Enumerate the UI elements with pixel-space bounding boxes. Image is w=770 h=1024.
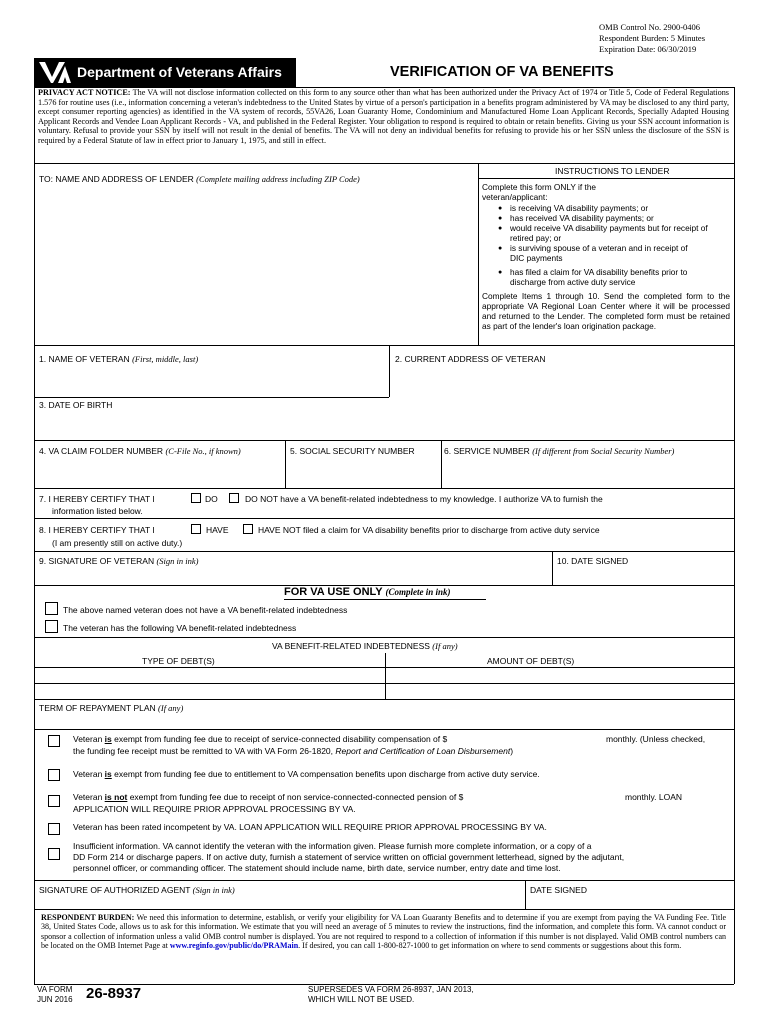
exempt-discharge-checkbox[interactable] [48,769,60,781]
item4-top [34,440,734,441]
exempt-compensation-right: monthly. (Unless checked, [606,734,706,744]
veteran-address-field[interactable] [391,366,731,436]
item4-item5-divider [285,440,286,488]
department-name: Department of Veterans Affairs [77,64,282,80]
instruction-bullet-5: ● has filed a claim for VA disability benefits prior to discharge from active duty service [510,268,725,288]
claim-folder-field[interactable] [36,468,282,486]
item9-item10-divider [552,551,553,585]
debt-table-top [34,637,734,638]
veteran-name-field[interactable] [36,366,386,395]
item5-item6-divider [441,440,442,488]
service-number-field[interactable] [444,468,731,486]
privacy-act-label: PRIVACY ACT NOTICE: [38,88,131,97]
omb-respondent-burden: Respondent Burden: 5 Minutes [599,33,706,43]
va-seal-logo [38,60,72,85]
veteran-address-label: 2. CURRENT ADDRESS OF VETERAN [395,354,546,364]
debt-amount-header: AMOUNT OF DEBT(S) [487,656,575,666]
no-indebtedness-label: The above named veteran does not have a VA benefit-related indebtedness [63,605,348,615]
item1-item2-divider [389,345,390,397]
not-exempt-pension-right: monthly. LOAN [625,792,683,802]
date-signed-field[interactable] [554,568,732,584]
instructions-closing: Complete Items 1 through 10. Send the completed form to the appropriate VA Regional Loan Center where it will be processed and returned to the Lender. The completed form must be retained as part of the lender's loan origination package. [482,291,730,331]
lender-address-label: TO: NAME AND ADDRESS OF LENDER (Complete mailing address including ZIP Code) [39,174,360,184]
footer-va-form: VA FORM JUN 2016 [37,985,73,1004]
lender-address-field[interactable] [36,186,476,342]
certify-debt-label: 7. I HEREBY CERTIFY THAT I [39,494,155,504]
service-number-label: 6. SERVICE NUMBER (If different from Social Security Number) [444,446,675,456]
veteran-signature-field[interactable] [36,568,550,584]
veteran-signature-label: 9. SIGNATURE OF VETERAN (Sign in ink) [39,556,199,566]
respondent-burden-label: RESPONDENT BURDEN: [41,913,135,922]
date-of-birth-field[interactable] [36,412,386,438]
claim-folder-label: 4. VA CLAIM FOLDER NUMBER (C-File No., if known) [39,446,241,456]
no-indebtedness-checkbox[interactable] [45,602,58,615]
omb-control-number: OMB Control No. 2900-0406 [599,22,701,32]
insufficient-info-checkbox[interactable] [48,848,60,860]
do-checkbox[interactable] [191,493,201,503]
item8-top [34,518,734,519]
instructions-divider [478,163,479,345]
agent-divider [525,880,526,909]
have-option-label: HAVE [206,525,229,535]
debt-table-col-divider [385,653,386,700]
agent-date-label: DATE SIGNED [530,885,587,895]
agent-top [34,880,734,881]
ssn-field[interactable] [288,462,438,486]
respondent-burden: RESPONDENT BURDEN: We need this information to determine, establish, or verify your eligibility for VA Loan Guaranty Benefits and to determine if you are exempt from paying the VA Funding Fee. Title 38, United States Code, allows us to ask for this information. We estimate that you will need an average of 5 minutes to review the instructions, find the information, and complete this form. VA cannot conduct or sponsor a collection of information unless a valid OMB control number is displayed. You are not required to respond to a collection of information if this number is not displayed. Valid OMB control numbers can be located on the OMB Internet Page at www.reginfo.gov/public/do/PRAMain. If desired, you can call 1-800-827-1000 to get information on where to send comments or suggestions about this form. [41,913,727,951]
exempt-compensation-text: Veteran is exempt from funding fee due to receipt of service-connected disability compensation of $ [73,734,448,744]
item3-top [34,397,389,398]
date-of-birth-label: 3. DATE OF BIRTH [39,400,113,410]
not-exempt-pension-line2: APPLICATION WILL REQUIRE PRIOR APPROVAL PROCESSING BY VA. [73,804,356,814]
insufficient-info-text: Insufficient information. VA cannot identify the veteran with the information given. Please furnish more complete information, or a copy of a DD Form 214 or discharge papers. If on active duty, furnish a statement of service written on official government letterhead, signed by the adjutant, personnel officer, or commanding officer. The statement should include name, birth date, service number, entry date and time lost. [73,841,625,873]
burden-top [34,909,734,910]
instructions-title: INSTRUCTIONS TO LENDER [555,166,670,176]
debt-amount-row-1[interactable] [387,668,732,682]
item1-top [34,345,734,346]
certify-claim-label: 8. I HEREBY CERTIFY THAT I [39,525,155,535]
has-indebtedness-checkbox[interactable] [45,620,58,633]
va-use-title-underline [284,599,486,600]
item7-top [34,488,734,489]
agent-signature-label: SIGNATURE OF AUTHORIZED AGENT (Sign in ink) [39,885,235,895]
do-not-checkbox[interactable] [229,493,239,503]
exempt-compensation-line2: the funding fee receipt must be remitted to VA with VA Form 26-1820, Report and Certification of Loan Disbursement) [73,746,514,756]
item9-top [34,551,734,552]
privacy-act-notice [38,88,729,146]
va-logo-icon [38,60,72,85]
debt-type-row-1[interactable] [36,668,384,682]
debt-amount-row-2[interactable] [387,684,732,698]
not-exempt-pension-text: Veteran is not exempt from funding fee due to receipt of non service-connected-connected pension of $ [73,792,464,802]
privacy-act-text: The VA will not disclose information collected on this form to any source other than what has been authorized under the Privacy Act of 1974 or Title 5, Code of Federal Regulations 1.576 for routine uses (i.e., information concerning a veteran's indebtedness to the United States by virtue of a person's participation in a benefits program administered by VA may be disclosed to any third party, except consumer reporting agencies) as identified in the VA system of records, 55VA26, Loan Guaranty Home, Condominium and Manufactured Home Loan Applicant Records, Specially Adapted Housing Applicant Records and Vendee Loan Applicant Records - VA, and published in the Federal Register. Your obligation to respond is required to obtain or retain benefits. Giving us your SSN account information is voluntary. Refusal to provide your SSN by itself will not result in the denial of benefits. The VA will not deny an individual benefits for refusing to provide his or her SSN unless the disclosure of the SSN is required by a Federal Statute of law in effect prior to January 1, 1975, and still in effect. [38,88,729,145]
omb-info [599,22,705,55]
footer-supersedes: SUPERSEDES VA FORM 26-8937, JAN 2013, WHICH WILL NOT BE USED. [308,985,474,1004]
have-checkbox[interactable] [191,524,201,534]
ssn-label: 5. SOCIAL SECURITY NUMBER [290,446,415,456]
agent-signature-field[interactable] [36,896,522,908]
debt-type-header: TYPE OF DEBT(S) [142,656,215,666]
instruction-bullet-2: ● has received VA disability payments; or [510,214,750,224]
repayment-term-field[interactable] [36,715,732,728]
statements-top [34,729,734,730]
debt-type-row-2[interactable] [36,684,384,698]
have-not-option-label: HAVE NOT filed a claim for VA disability benefits prior to discharge from active duty service [258,525,600,535]
instructions-title-rule [478,178,734,179]
form-left-border [34,87,35,984]
agent-date-field[interactable] [527,896,732,908]
do-option-label: DO [205,494,218,504]
instruction-bullet-1: ● is receiving VA disability payments; or [510,204,750,214]
va-use-title: FOR VA USE ONLY (Complete in ink) [284,586,451,598]
instruction-bullet-4: ● is surviving spouse of a veteran and in receipt of DIC payments [510,244,700,264]
have-not-checkbox[interactable] [243,524,253,534]
incompetent-checkbox[interactable] [48,823,60,835]
exempt-discharge-text: Veteran is exempt from funding fee due to entitlement to VA compensation benefits upon discharge from active duty service. [73,769,540,779]
date-signed-label: 10. DATE SIGNED [557,556,629,566]
omb-internet-link[interactable]: www.reginfo.gov/public/do/PRAMain [169,941,299,951]
certify-debt-line2: information listed below. [52,506,143,516]
repayment-term-label: TERM OF REPAYMENT PLAN (If any) [39,703,184,713]
veteran-name-label: 1. NAME OF VETERAN (First, middle, last) [39,354,199,364]
omb-expiration-date: Expiration Date: 06/30/2019 [599,44,697,54]
footer-form-number: 26-8937 [86,985,142,1002]
instruction-bullet-3: ● would receive VA disability payments but for receipt of retired pay; or [510,224,710,244]
certify-claim-line2: (I am presently still on active duty.) [52,538,183,548]
do-not-option-label: DO NOT have a VA benefit-related indebtedness to my knowledge. I authorize VA to furnish the [245,494,603,504]
has-indebtedness-label: The veteran has the following VA benefit-related indebtedness [63,623,297,633]
debt-table-title: VA BENEFIT-RELATED INDEBTEDNESS (If any) [272,641,458,651]
not-exempt-pension-checkbox[interactable] [48,795,60,807]
exempt-compensation-checkbox[interactable] [48,735,60,747]
form-title: VERIFICATION OF VA BENEFITS [390,64,614,80]
instructions-intro: Complete this form ONLY if the veteran/applicant: [482,182,597,202]
term-top [34,699,734,700]
lender-section-top [34,163,734,164]
incompetent-text: Veteran has been rated incompetent by VA. LOAN APPLICATION WILL REQUIRE PRIOR APPROVAL PROCESSING BY VA. [73,822,547,832]
